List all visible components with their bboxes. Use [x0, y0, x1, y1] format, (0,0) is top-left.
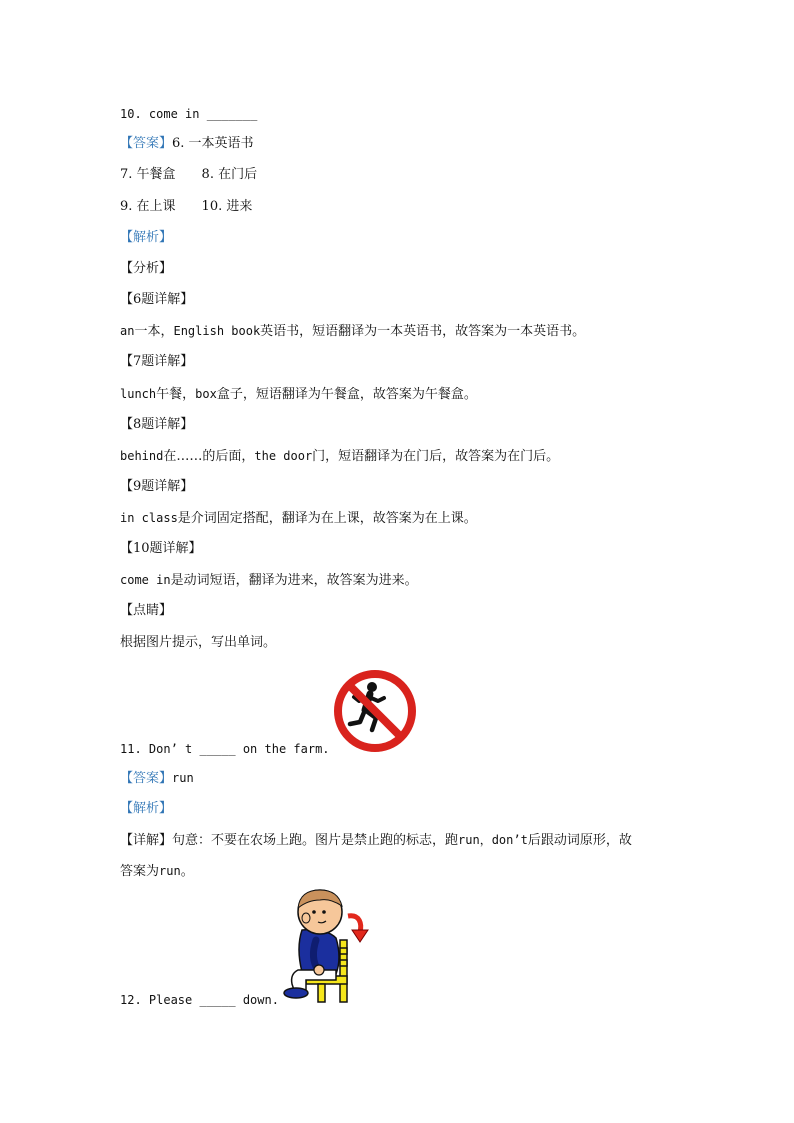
- detail-6-heading: 【6题详解】: [120, 292, 194, 307]
- detail-8-text: behind在……的后面，the door门，短语翻译为在门后，故答案为在门后。: [120, 449, 560, 464]
- answer-9: 9. 在上课: [120, 199, 176, 214]
- answer-row-7-8: [120, 165, 257, 185]
- answer-tag: 【答案】: [120, 136, 173, 151]
- detail-10-heading: 【10题详解】: [120, 541, 202, 556]
- answer-11: [120, 768, 194, 789]
- detail-11-line1: 【详解】句意：不要在农场上跑。图片是禁止跑的标志，跑run，don’t后跟动词原形，故: [120, 833, 632, 848]
- detail-11-line2: 答案为run。: [120, 864, 194, 879]
- dianjing-heading: 【点睛】: [120, 603, 173, 618]
- detail-8-heading: 【8题详解】: [120, 417, 194, 432]
- detail-7-text: lunch午餐，box盒子，短语翻译为午餐盒，故答案为午餐盒。: [120, 387, 477, 402]
- detail-6-text: an一本，English book英语书，短语翻译为一本英语书，故答案为一本英语书。: [120, 324, 586, 339]
- detail-10-text: come in是动词短语，翻译为进来，故答案为进来。: [120, 573, 418, 588]
- question-10: [120, 104, 257, 124]
- analysis-tag: 【解析】: [120, 230, 173, 245]
- question-11: 11. Don’ t _____ on the farm.: [120, 742, 330, 756]
- detail-7-heading: 【7题详解】: [120, 354, 194, 369]
- no-running-sign-icon: [332, 668, 418, 754]
- detail-9-heading: 【9题详解】: [120, 479, 194, 494]
- answer-block-6: [120, 134, 254, 154]
- analysis-tag-11: 【解析】: [120, 801, 173, 816]
- answer-tag: 【答案】: [120, 771, 173, 786]
- answer-8: 8. 在门后: [201, 167, 258, 182]
- question-12: 12. Please _____ down.: [120, 993, 279, 1007]
- answer-row-9-10: [120, 197, 252, 217]
- answer-6: 6. 一本英语书: [172, 136, 254, 151]
- answer-value: run: [172, 771, 194, 785]
- question-number: 10.: [120, 107, 142, 121]
- question-text: come in _______: [148, 107, 258, 121]
- sit-down-illustration-icon: [280, 888, 376, 1006]
- fenxi-tag: 【分析】: [120, 261, 173, 276]
- dianjing-text: 根据图片提示，写出单词。: [120, 635, 277, 650]
- answer-7: 7. 午餐盒: [120, 167, 176, 182]
- detail-9-text: in class是介词固定搭配，翻译为在上课，故答案为在上课。: [120, 511, 477, 526]
- answer-10: 10. 进来: [201, 199, 253, 214]
